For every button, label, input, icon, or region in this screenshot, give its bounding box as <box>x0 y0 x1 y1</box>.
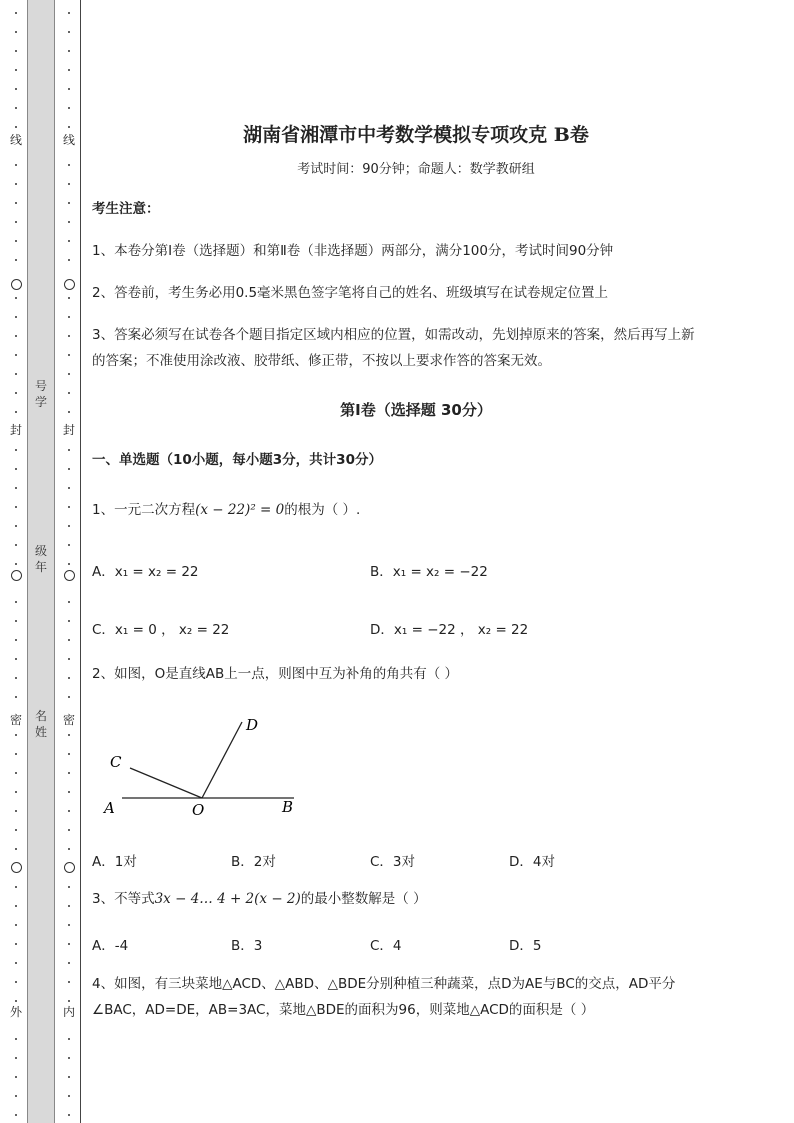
binding-dot <box>15 772 17 774</box>
binding-dot <box>15 126 17 128</box>
binding-dot <box>68 50 70 52</box>
q3-option-a: A．-4 <box>92 938 129 954</box>
notice-item-2: 2、答卷前，考生务必用0.5毫米黑色签字笔将自己的姓名、班级填写在试卷规定位置上 <box>92 285 609 301</box>
label-o: O <box>192 801 205 819</box>
label-d: D <box>246 716 259 734</box>
binding-dot <box>68 1000 70 1002</box>
question-3-stem: 3、不等式3x − 4… 4 + 2(x − 2)的最小整数解是（ ） <box>92 891 427 907</box>
binding-dot <box>15 183 17 185</box>
q2-option-a: A．1对 <box>92 854 137 870</box>
binding-dot <box>15 943 17 945</box>
binding-dot <box>15 392 17 394</box>
binding-dot <box>15 981 17 983</box>
question-4-line-1: 4、如图，有三块菜地△ACD、△ABD、△BDE分别种植三种蔬菜，点D为AE与BC的交点，AD平分 <box>92 976 676 992</box>
notice-heading: 考生注意： <box>92 201 160 217</box>
binding-dot <box>15 50 17 52</box>
q3-inequality: 3x − 4… 4 + 2(x − 2) <box>154 891 301 907</box>
binding-dot <box>15 848 17 850</box>
binding-dot <box>68 449 70 451</box>
binding-mark: 密 <box>10 713 23 727</box>
binding-dot <box>15 487 17 489</box>
binding-dot <box>68 696 70 698</box>
binding-dot <box>15 1076 17 1078</box>
binding-dot <box>68 392 70 394</box>
binding-mark: 封 <box>63 423 76 437</box>
binding-dot <box>15 886 17 888</box>
binding-dot <box>68 316 70 318</box>
binding-dot <box>15 1114 17 1116</box>
binding-dot <box>68 886 70 888</box>
question-4-line-2: ∠BAC，AD=DE，AB=3AC，菜地△BDE的面积为96，则菜地△ACD的面积是（ ） <box>92 1002 595 1018</box>
inner-binding-dots <box>63 0 75 1123</box>
binding-dot <box>15 335 17 337</box>
binding-dot <box>15 69 17 71</box>
binding-dot <box>68 525 70 527</box>
binding-dot <box>68 107 70 109</box>
binding-dot <box>15 753 17 755</box>
binding-dot <box>68 1114 70 1116</box>
binding-dot <box>68 1095 70 1097</box>
binding-dot <box>15 221 17 223</box>
binding-dot <box>68 563 70 565</box>
binding-dot <box>68 734 70 736</box>
notice-item-3: 3、答案必须写在试卷各个题目指定区域内相应的位置，如需改动，先划掉原来的答案，然后再写上新 <box>92 327 695 343</box>
page-title: 湖南省湘潭市中考数学模拟专项攻克 B卷 <box>243 124 589 146</box>
binding-dot <box>68 981 70 983</box>
binding-dot <box>15 373 17 375</box>
binding-dot <box>68 639 70 641</box>
binding-mark: 内 <box>63 1005 76 1019</box>
binding-dot <box>15 563 17 565</box>
binding-dot <box>68 69 70 71</box>
binding-dot <box>68 829 70 831</box>
binding-dot <box>15 677 17 679</box>
q1-option-a: A．x₁ = x₂ = 22 <box>92 564 199 580</box>
binding-dot <box>15 88 17 90</box>
binding-dot <box>15 905 17 907</box>
binding-mark: 密 <box>63 713 76 727</box>
binding-circle-mark <box>11 279 22 290</box>
binding-dot <box>15 468 17 470</box>
binding-mark: 外 <box>10 1005 23 1019</box>
binding-dot <box>68 354 70 356</box>
binding-dot <box>68 677 70 679</box>
binding-dot <box>68 335 70 337</box>
binding-dot <box>15 696 17 698</box>
binding-dot <box>68 924 70 926</box>
binding-dot <box>68 620 70 622</box>
binding-dot <box>15 639 17 641</box>
binding-dot <box>68 202 70 204</box>
binding-mark: 线 <box>63 133 76 147</box>
binding-dot <box>68 658 70 660</box>
binding-dot <box>68 12 70 14</box>
q2-option-b: B．2对 <box>231 854 276 870</box>
q3-option-b: B．3 <box>231 938 263 954</box>
binding-dot <box>15 620 17 622</box>
q3-option-c: C．4 <box>370 938 402 954</box>
binding-line <box>80 0 81 1123</box>
binding-dot <box>15 31 17 33</box>
binding-dot <box>68 164 70 166</box>
binding-dot <box>68 544 70 546</box>
field-label-name: 名 姓 <box>34 709 47 739</box>
notice-item-1: 1、本卷分第I卷（选择题）和第Ⅱ卷（非选择题）两部分，满分100分，考试时间90分钟 <box>92 243 614 259</box>
binding-dot <box>68 848 70 850</box>
field-label-number: 号 学 <box>34 379 47 409</box>
binding-dot <box>68 126 70 128</box>
binding-dot <box>68 88 70 90</box>
binding-dot <box>15 240 17 242</box>
q1-option-b: B．x₁ = x₂ = −22 <box>370 564 488 580</box>
binding-mark: 封 <box>10 423 23 437</box>
binding-dot <box>68 601 70 603</box>
question-2-stem: 2、如图，O是直线AB上一点，则图中互为补角的角共有（ ） <box>92 666 459 682</box>
binding-dot <box>15 12 17 14</box>
notice-item-3-cont: 的答案；不准使用涂改液、胶带纸、修正带，不按以上要求作答的答案无效。 <box>92 353 551 369</box>
section-heading: 一、单选题（10小题，每小题3分，共计30分） <box>92 452 382 468</box>
q2-option-d: D．4对 <box>509 854 555 870</box>
binding-dot <box>15 525 17 527</box>
binding-dot <box>15 1057 17 1059</box>
binding-dot <box>15 1095 17 1097</box>
binding-dot <box>15 354 17 356</box>
binding-dot <box>15 506 17 508</box>
binding-dot <box>68 905 70 907</box>
binding-circle-mark <box>64 279 75 290</box>
binding-circle-mark <box>64 862 75 873</box>
binding-dot <box>15 297 17 299</box>
binding-dot <box>68 183 70 185</box>
q2-angle-figure <box>102 712 312 827</box>
q1-option-d: D．x₁ = −22 ， x₂ = 22 <box>370 622 529 638</box>
binding-dot <box>15 810 17 812</box>
binding-dot <box>15 202 17 204</box>
binding-dot <box>15 829 17 831</box>
binding-dot <box>15 411 17 413</box>
binding-circle-mark <box>11 862 22 873</box>
binding-dot <box>68 753 70 755</box>
binding-dot <box>15 1038 17 1040</box>
binding-dot <box>15 601 17 603</box>
binding-dot <box>15 316 17 318</box>
binding-dot <box>68 1076 70 1078</box>
q3-option-d: D．5 <box>509 938 542 954</box>
binding-dot <box>68 1038 70 1040</box>
binding-circle-mark <box>64 570 75 581</box>
ray-od <box>202 722 242 798</box>
binding-dot <box>68 468 70 470</box>
part1-title: 第I卷（选择题 30分） <box>340 401 492 419</box>
binding-dot <box>68 487 70 489</box>
binding-dot <box>68 411 70 413</box>
binding-dot <box>68 259 70 261</box>
ray-oc <box>130 768 202 798</box>
binding-dot <box>15 164 17 166</box>
binding-dot <box>68 506 70 508</box>
binding-circle-mark <box>11 570 22 581</box>
binding-dot <box>15 1000 17 1002</box>
binding-dot <box>15 544 17 546</box>
binding-dot <box>15 791 17 793</box>
binding-dot <box>68 373 70 375</box>
binding-dot <box>15 924 17 926</box>
binding-dot <box>68 1057 70 1059</box>
outer-binding-dots <box>10 0 22 1123</box>
q1-option-c: C．x₁ = 0 ， x₂ = 22 <box>92 622 230 638</box>
binding-dot <box>68 297 70 299</box>
binding-dot <box>15 734 17 736</box>
binding-dot <box>15 449 17 451</box>
q2-option-c: C．3对 <box>370 854 416 870</box>
binding-dot <box>15 658 17 660</box>
binding-dot <box>68 772 70 774</box>
binding-dot <box>68 943 70 945</box>
binding-dot <box>15 107 17 109</box>
binding-dot <box>68 810 70 812</box>
question-1-stem: 1、一元二次方程(x − 22)² = 0的根为（ ）. <box>92 502 361 518</box>
binding-dot <box>68 962 70 964</box>
binding-dot <box>15 259 17 261</box>
binding-dot <box>68 221 70 223</box>
binding-dot <box>68 791 70 793</box>
q1-equation: (x − 22)² = 0 <box>195 502 285 518</box>
page-subtitle: 考试时间：90分钟；命题人：数学教研组 <box>297 162 535 177</box>
binding-dot <box>68 240 70 242</box>
binding-dot <box>68 31 70 33</box>
binding-dot <box>15 962 17 964</box>
binding-mark: 线 <box>10 133 23 147</box>
field-label-class: 级 年 <box>34 544 47 574</box>
label-c: C <box>110 753 122 771</box>
label-b: B <box>282 798 294 816</box>
label-a: A <box>104 799 115 817</box>
